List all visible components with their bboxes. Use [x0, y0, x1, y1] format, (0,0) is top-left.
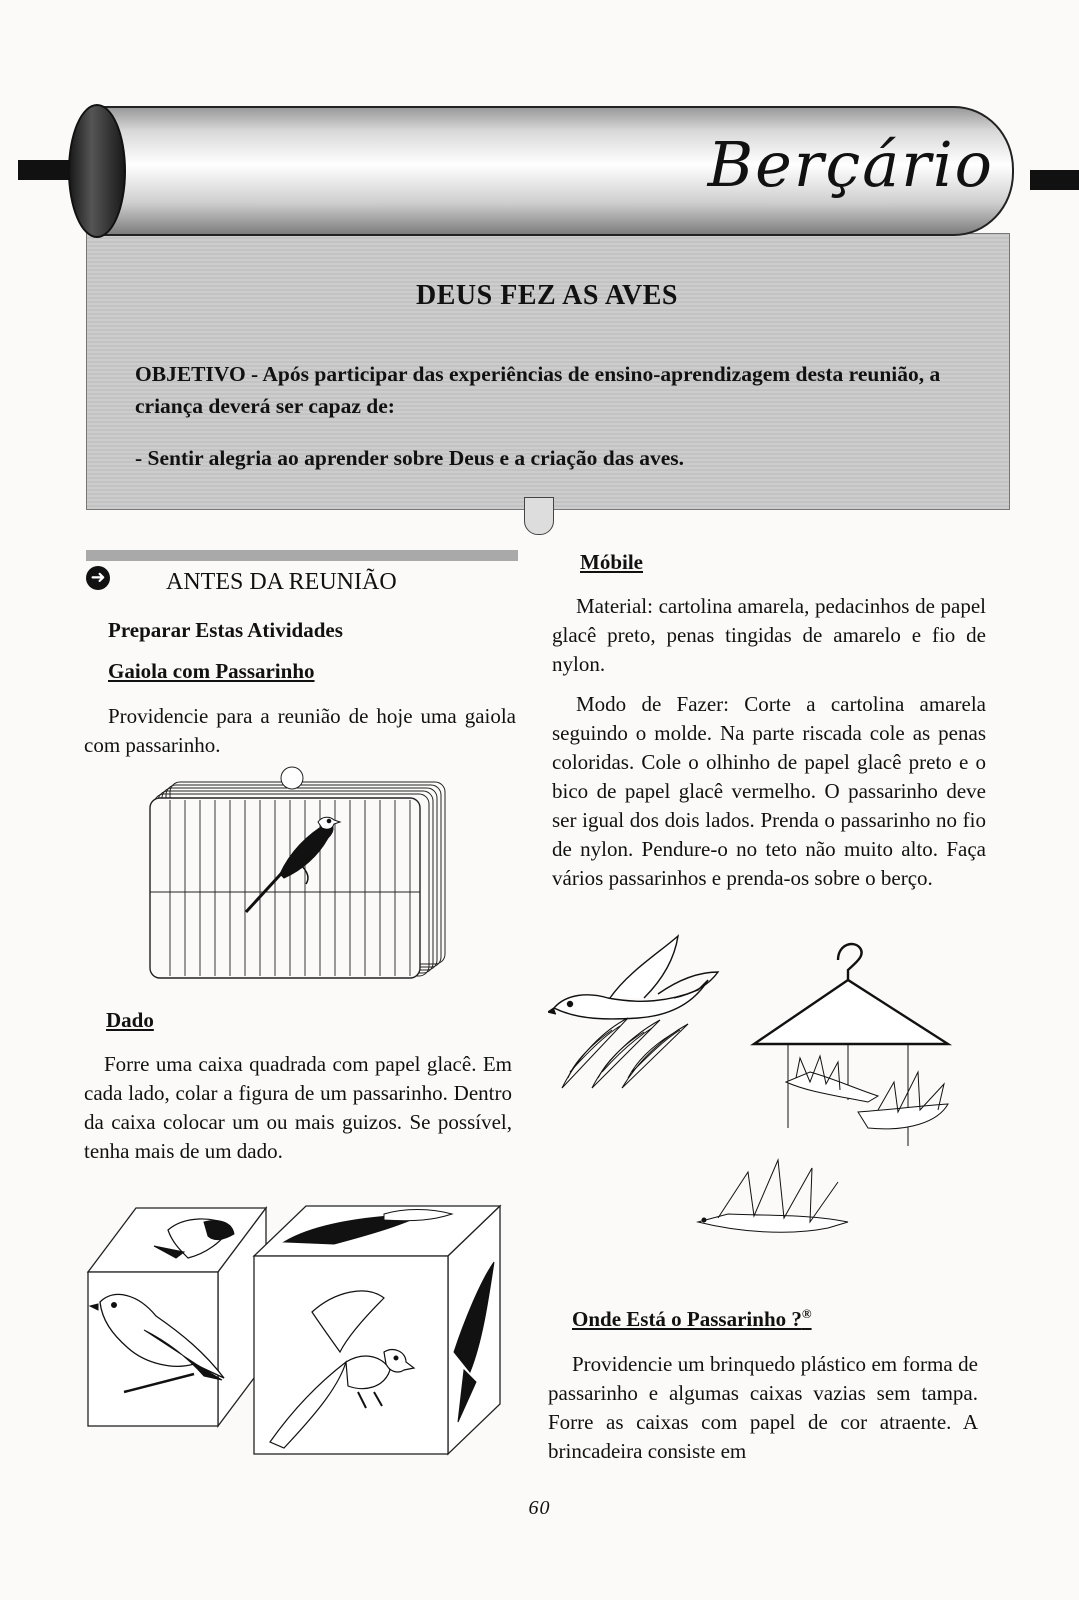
section-title: ANTES DA REUNIÃO [166, 569, 397, 595]
panel-tab-decoration [524, 497, 554, 535]
objective-text: OBJETIVO - Após participar das experiências de ensino-aprendizagem desta reunião, a criança deverá ser capaz de: [135, 362, 941, 418]
page-number: 60 [528, 1497, 551, 1519]
cage-front-frame [150, 798, 420, 978]
bird-mobile-illustration [548, 932, 978, 1262]
dado-title: Dado [106, 1008, 154, 1032]
scroll-left-cap [68, 104, 126, 238]
mobile-title: Móbile [580, 550, 643, 574]
bird-dice-illustration [84, 1202, 504, 1462]
gaiola-text: Providencie para a reunião de hoje uma gaiola com passarinho. [84, 704, 516, 757]
onde-title-text: Onde Está o Passarinho ? [572, 1307, 802, 1331]
cage-ring [281, 767, 303, 789]
scroll-rod-right [1030, 170, 1079, 190]
lesson-title: DEUS FEZ AS AVES [416, 280, 678, 311]
bird-cage-illustration [140, 764, 450, 984]
onde-text: Providencie um brinquedo plástico em forma de passarinho e algumas caixas vazias sem tampa. Forre as caixas com papel de cor atraente. A brincadeira consiste em [548, 1352, 978, 1463]
mobile-bird-template [548, 936, 718, 1019]
mobile-material-text: Material: cartolina amarela, pedacinhos de papel glacê preto, penas tingidas de amarelo e fio de nylon. [552, 594, 986, 676]
section-name: Berçário [707, 128, 994, 201]
mobile-feathers [562, 1018, 688, 1088]
arrow-right-circle-icon: ➜ [86, 566, 110, 590]
section-divider [86, 550, 518, 561]
onde-title [572, 1306, 812, 1332]
mobile-steps-text: Modo de Fazer: Corte a cartolina amarela seguindo o molde. Na parte riscada cole as penas coloridas. Cole o olhinho de papel glacê preto e o bico de papel glacê vermelho. O passarinho deve ser igual dos dois lados. Prenda o passarinho no fio de nylon. Pendure-o no teto não muito alto. Faça vários passarinhos e prenda-os sobre o berço. [552, 692, 986, 890]
prep-title: Preparar Estas Atividades [108, 618, 343, 642]
objective-item: - Sentir alegria ao aprender sobre Deus e a criação das aves. [135, 446, 684, 470]
dado-text: Forre uma caixa quadrada com papel glacê. Em cada lado, colar a figura de um passarinho. Dentro da caixa colocar um ou mais guizos. Se possível, tenha mais de um dado. [84, 1052, 512, 1163]
registered-mark: ® [801, 1306, 812, 1321]
hanging-birds [698, 1056, 948, 1232]
gaiola-title: Gaiola com Passarinho [108, 659, 315, 683]
